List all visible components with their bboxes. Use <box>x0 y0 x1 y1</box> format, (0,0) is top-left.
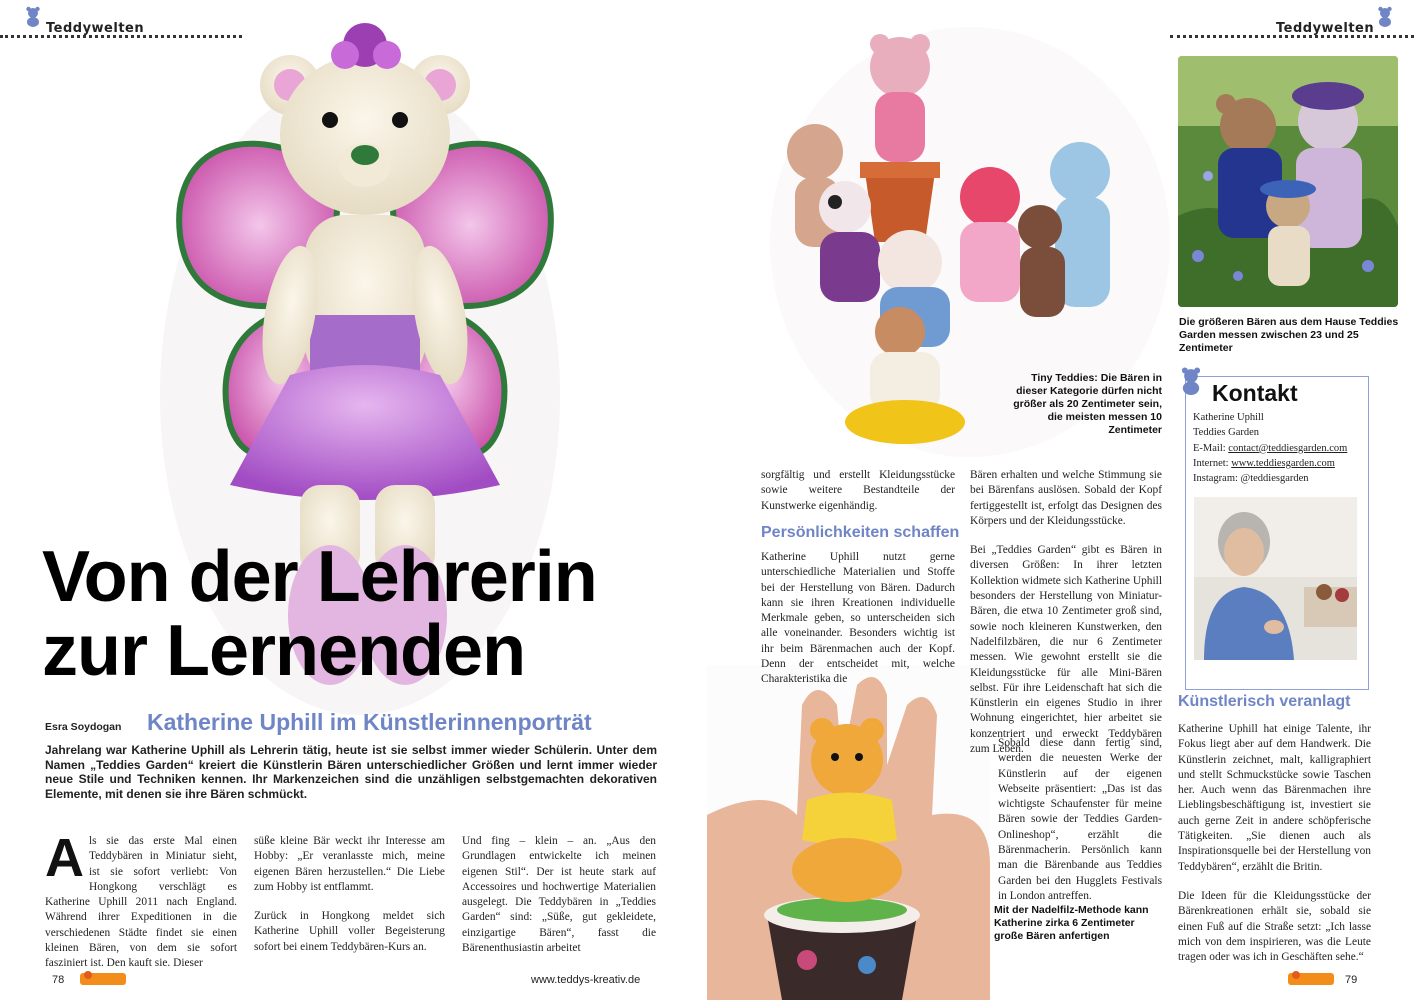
col5-paragraph: Sobald diese dann fertig sind, werden die neuesten Werke der Künstlerin auf der eigenen Webseite präsentiert: „Das ist das wichtigste Schaufenster für meine Bären sowie der Teddies Garden-Onlineshop“, erzählt die Bärenmacherin. Persönlich kann man die Bärenbande aus Teddies Garden bei den Hugglets Festivals in London antreffen. <box>998 737 1162 902</box>
article-subtitle: Katherine Uphill im Künstlerinnenporträt <box>147 709 592 735</box>
col1-text: ls sie das erste Mal einen Teddybären in Miniatur sieht, ist sie sofort verliebt: Von Hongkong verschlägt es Katherine Uphill 2011 nach England. Während ihrer Expeditionen in die verschiedenen Städte findet sie einen kleinen Bären, von dem sie sofort fasziniert ist. Den kauft sie. Dieser <box>45 835 237 970</box>
col5-paragraph: Bei „Teddies Garden“ gibt es Bären in diversen Größen: In ihrer letzten Kollektion widmete sich Katherine Uphill besonders der Herstellung von Miniatur-Bären, die etwa 10 Zentimeter groß sind, sowie noch kleineren Kunstwerken, den Nadelfilzbären, die nur 6 Zentimeter messen. Wie gewohnt erstellt sie die Kleidungsstücke für alle Mini-Bären selbst. Für ihre Leidenschaft hat sich die Künstlerin ein eigenes Studio in ihrer Wohnung eingerichtet, hier arbeitet sie konzentriert und erweckt Teddybären zum Leben. <box>970 544 1162 756</box>
col2-paragraph: süße kleine Bär weckt ihr Interesse am Hobby: „Er veranlasste mich, meine eigenen Bären herzustellen.“ Die Liebe zum Hobby ist entflammt. <box>254 835 445 893</box>
kontakt-company: Teddies Garden <box>1193 427 1260 439</box>
body-column-2 <box>254 834 445 969</box>
col3-paragraph: Und fing – klein – an. „Aus den Grundlagen entwickelte ich meinen eigenen Stil“. Der ist heute stark auf Accessoires und hochwertige Materialien ausgelegt. Die Teddybären in „Teddies Garden“ sind: „Süße, gut gekleidete, einzigartige Bären“, fasst die Bärenenthusiastin arbeitet <box>462 835 656 955</box>
drop-cap: A <box>45 828 84 888</box>
bear-silhouette-icon <box>1176 365 1206 395</box>
body-column-5 <box>970 468 1162 757</box>
heading-persoenlichkeiten: Persönlichkeiten schaffen <box>761 524 960 541</box>
col6-paragraph: Die Ideen für die Kleidungsstücke der Bärenkreationen erhält sie, sobald sie einen Fuß auf die Straße setzt: „Ich lasse mich von dem inspirieren, was die Leute tragen oder was ich in Geschäften sehe.“ <box>1178 889 1371 964</box>
kontakt-name: Katherine Uphill <box>1193 412 1264 423</box>
article-title-line2: zur Lernenden <box>42 611 526 691</box>
kontakt-internet-row <box>1193 456 1365 471</box>
email-label: E-Mail: <box>1193 442 1226 454</box>
email-link[interactable]: contact@teddiesgarden.com <box>1228 442 1348 454</box>
needle-felt-bear-photo <box>707 665 990 1000</box>
body-column-1 <box>45 828 237 972</box>
col5-paragraph: Bären erhalten und welche Stimmung sie bei Bärenfans auslösen. Sobald der Kopf fertiggestellt ist, erfolgt das Designen des Körpers und der Kleidungsstücke. <box>970 469 1162 527</box>
body-column-4 <box>761 468 955 528</box>
photo-caption-nadelfilz: Mit der Nadelfilz-Methode kann Katherine zirka 6 Zentimeter große Bären anfertigen <box>994 904 1149 942</box>
page-number-left: 78 <box>52 974 65 986</box>
kontakt-details <box>1193 410 1365 486</box>
col4-paragraph: Katherine Uphill nutzt gerne unterschiedliche Materialien und Stoffe bei der Herstellung von Bären. Dadurch kann sie ihren Kreationen individuelle Merkmale geben, so unterscheiden sich alle voneinander. Besonders wichtig ist ihr beim Bärenmachen auch der Kopf. Denn der entscheidet mit, welche Charakteristika die <box>761 551 955 686</box>
internet-label: Internet: <box>1193 457 1229 469</box>
bear-silhouette-icon <box>22 5 44 27</box>
col6-paragraph: Katherine Uphill hat einige Talente, ihr Fokus liegt aber auf dem Handwerk. Die Künstlerin zeichnet, malt, kalligraphiert und stellt Schmuckstücke sowie Taschen her. Auch wenn das Bärenmachen ihre Lieblingsbeschäftigung ist, investiert sie auch gerne Zeit in andere schöpferische Tätigkeiten. „Sie dienen auch als Inspirationsquelle bei der Herstellung von Teddybären“, erzählt die Britin. <box>1178 723 1371 873</box>
kontakt-title: Kontakt <box>1212 380 1298 406</box>
magazine-logo <box>80 970 126 988</box>
page-number-right: 79 <box>1345 974 1358 986</box>
garden-bears-photo <box>1178 56 1398 307</box>
col4-paragraph: sorgfältig und erstellt Kleidungsstücke sowie weitere Bestandteile der Kunstwerke eigenhändig. <box>761 469 955 512</box>
kontakt-instagram: Instagram: @teddiesgarden <box>1193 473 1309 485</box>
article-title-line1: Von der Lehrerin <box>42 537 597 617</box>
heading-kuenstlerisch: Künstlerisch veranlagt <box>1178 693 1351 710</box>
section-header-right: Teddywelten <box>1276 21 1375 36</box>
footer-website-url[interactable]: www.teddys-kreativ.de <box>531 974 641 986</box>
photo-caption-garden: Die größeren Bären aus dem Hause Teddies Garden messen zwischen 23 und 25 Zentimeter <box>1179 316 1399 354</box>
body-column-3 <box>462 834 656 970</box>
artist-portrait-photo <box>1194 497 1357 660</box>
header-divider-right <box>1170 35 1414 38</box>
section-header-left: Teddywelten <box>46 21 145 36</box>
author-byline: Esra Soydogan <box>45 721 122 733</box>
article-lead: Jahrelang war Katherine Uphill als Lehrerin tätig, heute ist sie selbst immer wieder Schülerin. Unter dem Namen „Teddies Garden“ kreiert die Künstlerin Bären unterschiedlicher Größen und lernt immer wieder neue Stile und Techniken kennen. Ihr Markenzeichen sind die unzähligen selbstgemachten dekorativen Elemente, mit denen sie ihre Bären schmückt. <box>45 743 657 801</box>
col2-paragraph: Zurück in Hongkong meldet sich Katherine Uphill voller Begeisterung sofort bei einem Teddybären-Kurs an. <box>254 910 445 953</box>
body-column-4b <box>761 550 955 702</box>
kontakt-email-row <box>1193 441 1365 456</box>
body-column-6 <box>1178 722 1371 979</box>
photo-caption-tiny-teddies: Tiny Teddies: Die Bären in dieser Kategorie dürfen nicht größer als 20 Zentimeter sein, die meisten messen 10 Zentimeter <box>1013 372 1162 436</box>
body-column-5b <box>998 736 1162 918</box>
bear-silhouette-icon <box>1374 5 1396 27</box>
website-link[interactable]: www.teddiesgarden.com <box>1231 457 1335 469</box>
magazine-logo <box>1288 970 1334 988</box>
